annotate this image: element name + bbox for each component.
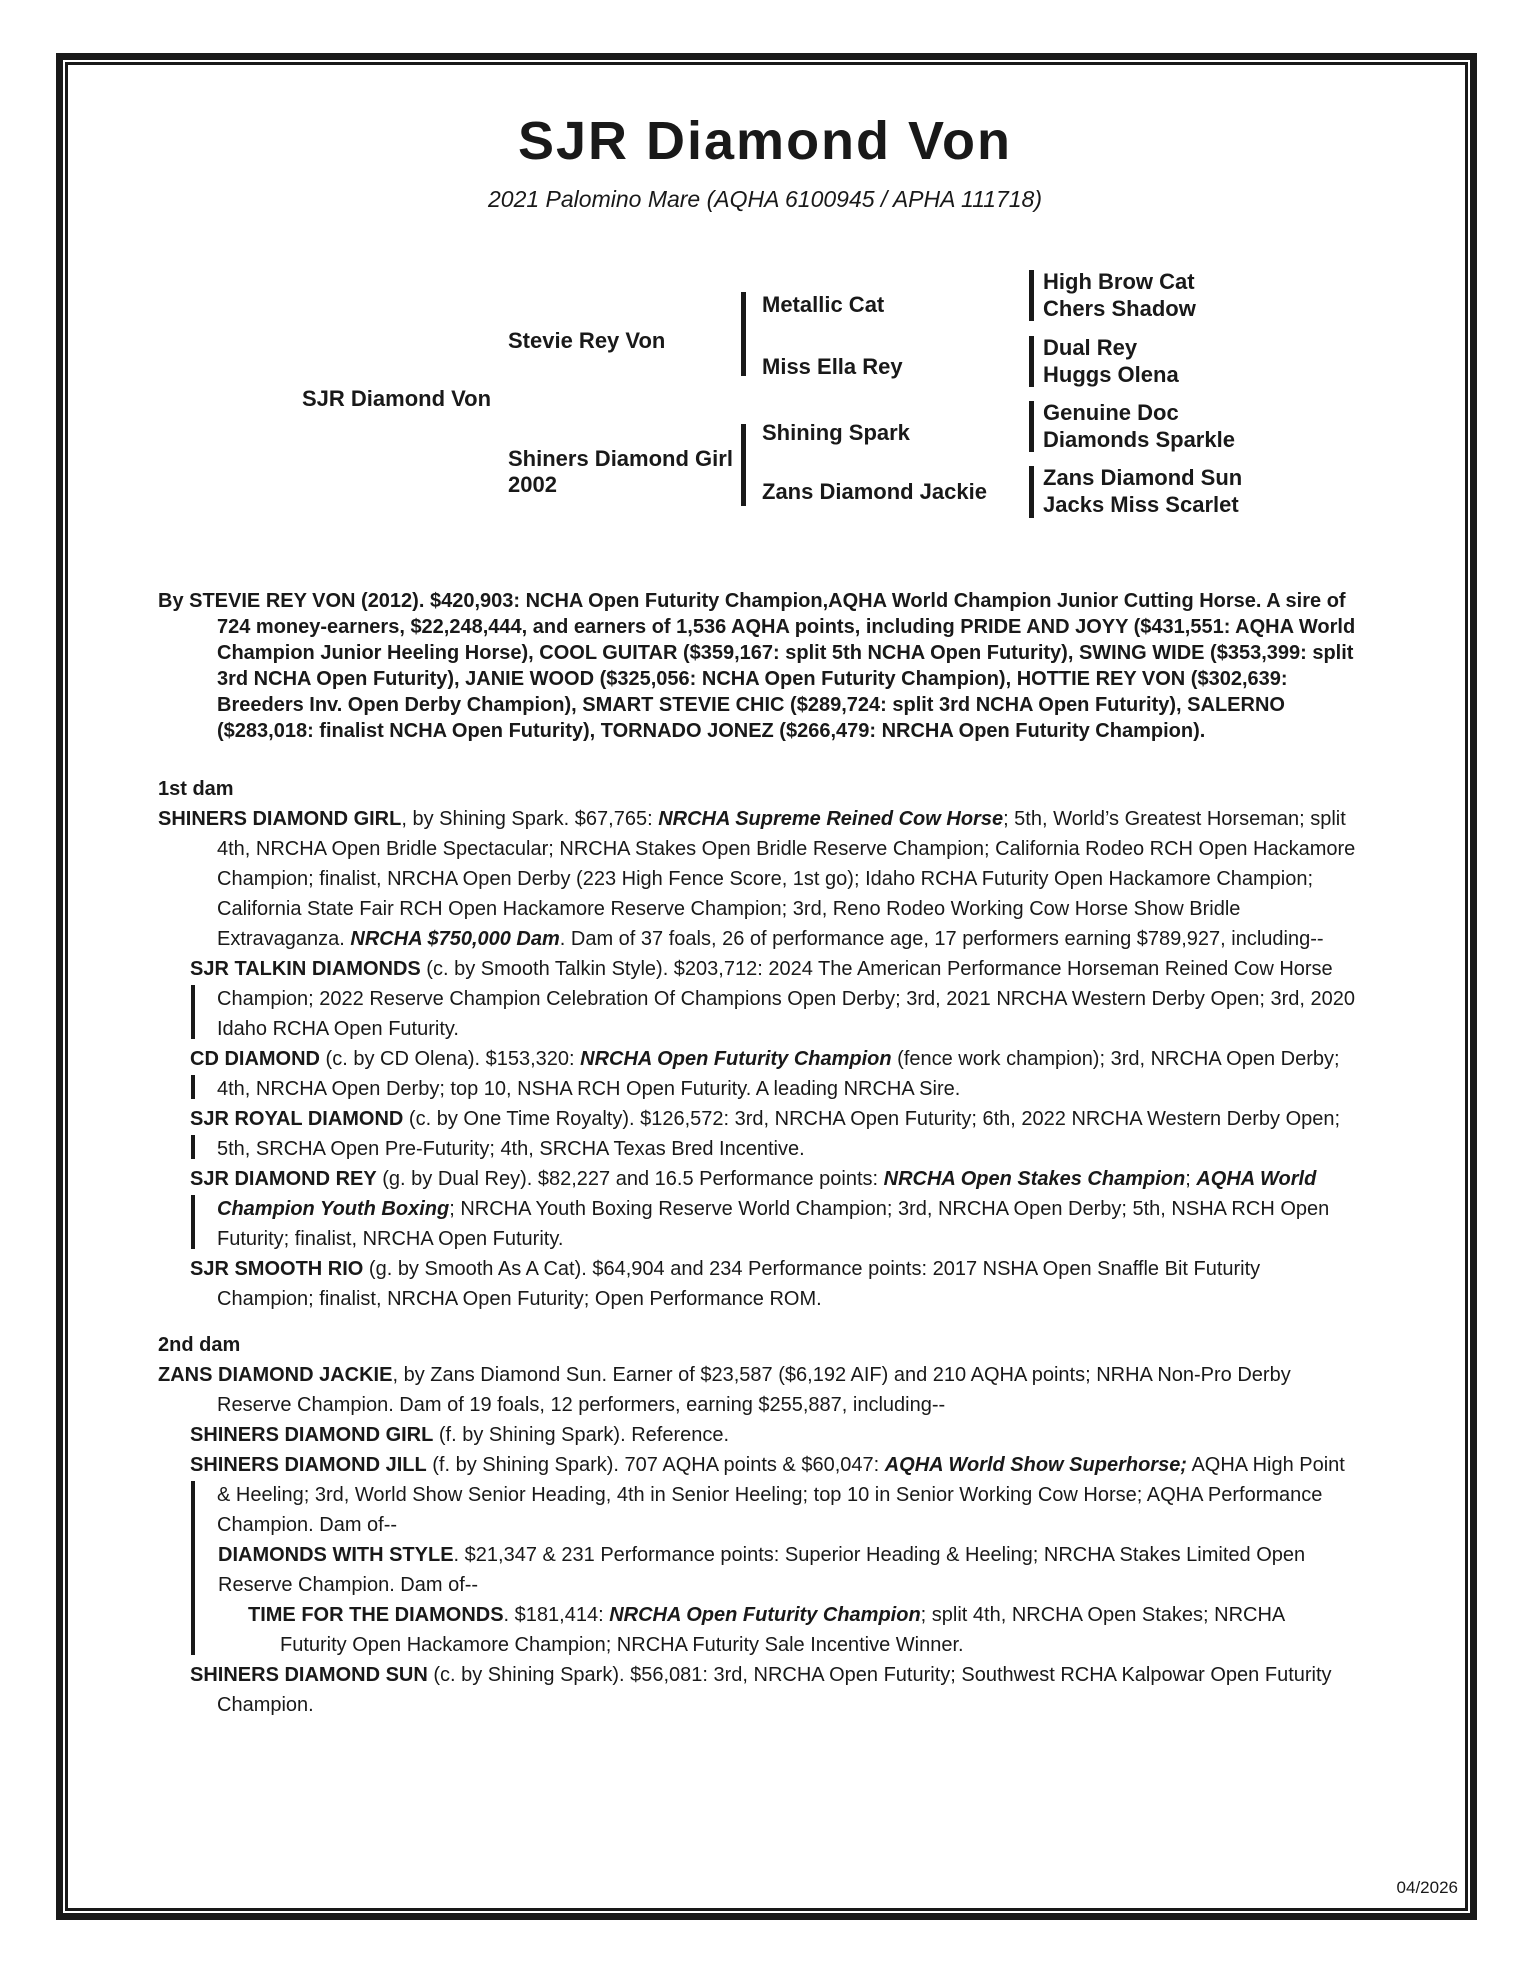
pedigree-subject: SJR Diamond Von	[302, 386, 492, 411]
pedigree-dam-name: Shiners Diamond Girl	[508, 446, 733, 471]
text-run: NRCHA $750,000 Dam	[350, 928, 560, 950]
text-run: . Dam of 37 foals, 26 of performance age, 17 performers earning $789,927, including--	[559, 928, 1324, 950]
pedigree-gen3-dam-sire: Shining Spark	[762, 420, 910, 445]
text-run: By STEVIE REY VON (2012). $420,903: NCHA Open Futurity Champion,AQHA World Champion Junior Cutting Horse. A sire of 724 money-earners, $22,248,444, and earners of 1,536 AQHA points, including PRIDE AND JOYY ($431,551: AQHA World Champion Junior Heeling Horse), COOL GUITAR ($359,167: split 5th NCHA Open Futurity), SWING WIDE ($353,399: split 3rd NCHA Open Futurity), JANIE WOOD ($325,056: NCHA Open Futurity Champion), HOTTIE REY VON ($302,639: Breeders Inv. Open Derby Champion), SMART STEVIE CHIC ($289,724: split 3rd NCHA Open Futurity), SALERNO ($283,018: finalist NCHA Open Futurity), TORNADO JONEZ ($266,479: NRCHA Open Futurity Champion).	[158, 590, 1356, 742]
text-run: SJR ROYAL DIAMOND	[190, 1108, 404, 1130]
pedigree-entry-text	[158, 1360, 1356, 1420]
pedigree-entry-text	[158, 1044, 1356, 1104]
text-run: AQHA World Show Superhorse;	[884, 1454, 1187, 1476]
pedigree-entry	[158, 1420, 1356, 1450]
text-run: (g. by Dual Rey). $82,227 and 16.5 Performance points:	[376, 1168, 884, 1190]
text-run: SHINERS DIAMOND JILL	[190, 1454, 427, 1476]
pedigree-entry	[158, 1164, 1356, 1254]
text-run: . $21,347 & 231 Performance points: Superior Heading & Heeling; NRCHA Stakes Limited Open Reserve Champion. Dam of--	[218, 1544, 1306, 1596]
text-run: ; NRCHA Youth Boxing Reserve World Champion; 3rd, NRCHA Open Derby; 5th, NSHA RCH Open Futurity; finalist, NRCHA Open Futurity.	[217, 1198, 1330, 1250]
dam-sections	[158, 774, 1356, 1720]
text-run: (c. by Smooth Talkin Style). $203,712: 2024 The American Performance Horseman Reined Cow Horse Champion; 2022 Reserve Champion Celebration Of Champions Open Derby; 3rd, 2021 NRCHA Western Derby Open; 3rd, 2020 Idaho RCHA Open Futurity.	[217, 958, 1355, 1040]
text-run: ZANS DIAMOND JACKIE	[158, 1364, 393, 1386]
text-run: , by Shining Spark. $67,765:	[401, 808, 659, 830]
footer-date: 04/2026	[1396, 1878, 1458, 1897]
text-run: (c. by One Time Royalty). $126,572: 3rd, NRCHA Open Futurity; 6th, 2022 NRCHA Western Derby Open; 5th, SRCHA Open Pre-Futurity; 4th, SRCHA Texas Bred Incentive.	[217, 1108, 1341, 1160]
pedigree-gen4-name: Chers Shadow	[1043, 296, 1196, 321]
pedigree-connector	[741, 424, 746, 506]
pedigree-entry-text	[158, 1660, 1356, 1720]
text-run: ;	[1185, 1168, 1197, 1190]
pedigree-entry-text	[158, 1104, 1356, 1164]
pedigree-gen4-name: Genuine Doc	[1043, 400, 1179, 425]
text-run: SHINERS DIAMOND GIRL	[158, 808, 402, 830]
text-run: SHINERS DIAMOND SUN	[190, 1664, 428, 1686]
page-title: SJR Diamond Von	[517, 111, 1013, 171]
pedigree-dam-year: 2002	[508, 472, 557, 497]
pedigree-gen3-sire-dam: Miss Ella Rey	[762, 354, 903, 379]
text-run: , by Zans Diamond Sun. Earner of $23,587 ($6,192 AIF) and 210 AQHA points; NRHA Non-Pro Derby Reserve Champion. Dam of 19 foals, 12 performers, earning $255,887, including--	[217, 1364, 1291, 1416]
pedigree-dam	[508, 446, 733, 498]
pedigree-entry	[158, 1104, 1356, 1164]
text-run: NRCHA Open Stakes Champion	[883, 1168, 1186, 1190]
pedigree-entry-text	[158, 954, 1356, 1044]
pedigree-gen4-name: Zans Diamond Sun	[1043, 465, 1243, 490]
pedigree-connector	[1029, 270, 1034, 321]
pedigree-entry-text	[158, 1420, 1356, 1450]
pedigree-entry-text	[158, 1254, 1356, 1314]
pedigree-gen3-dam-dam: Zans Diamond Jackie	[762, 479, 987, 504]
text-run: ; split 4th, NRCHA Open Stakes; NRCHA Futurity Open Hackamore Champion; NRCHA Futurity Sale Incentive Winner.	[280, 1604, 1285, 1656]
pedigree-connector	[741, 292, 746, 376]
dam-section-heading: 2nd dam	[158, 1334, 241, 1356]
text-run: (g. by Smooth As A Cat). $64,904 and 234 Performance points: 2017 NSHA Open Snaffle Bit Futurity Champion; finalist, NRCHA Open Futurity; Open Performance ROM.	[217, 1258, 1261, 1310]
text-run: SJR TALKIN DIAMONDS	[190, 958, 421, 980]
text-run: NRCHA Open Futurity Champion	[609, 1604, 921, 1626]
pedigree-entry-text	[158, 1600, 1356, 1660]
text-run: NRCHA Supreme Reined Cow Horse	[658, 808, 1004, 830]
pedigree-gen3-sire-sire: Metallic Cat	[762, 292, 885, 317]
pedigree-gen4-pair-3	[1043, 399, 1235, 453]
pedigree-gen4-pair-4	[1043, 464, 1242, 518]
page-subtitle: 2021 Palomino Mare (AQHA 6100945 / APHA 111718)	[487, 186, 1043, 212]
pedigree-entry	[158, 1044, 1356, 1104]
dam-section-heading: 1st dam	[158, 778, 234, 800]
text-run: SJR SMOOTH RIO	[190, 1258, 364, 1280]
pedigree-entry	[158, 804, 1356, 954]
text-run: TIME FOR THE DIAMONDS	[248, 1604, 504, 1626]
text-run: SJR DIAMOND REY	[190, 1168, 377, 1190]
text-run: (fence work champion); 3rd, NRCHA Open Derby; 4th, NRCHA Open Derby; top 10, NSHA RCH Open Futurity. A leading NRCHA Sire.	[217, 1048, 1340, 1100]
text-run: (c. by CD Olena). $153,320:	[320, 1048, 581, 1070]
pedigree-gen4-pair-2	[1043, 334, 1179, 388]
pedigree-entry	[158, 1660, 1356, 1720]
pedigree-entry	[158, 1254, 1356, 1314]
pedigree-entry	[158, 1450, 1356, 1660]
text-run: NRCHA Open Futurity Champion	[580, 1048, 892, 1070]
pedigree-connector	[1029, 401, 1034, 452]
pedigree-entry-text	[158, 1164, 1356, 1254]
text-run: CD DIAMOND	[190, 1048, 320, 1070]
text-run: . $181,414:	[503, 1604, 610, 1626]
pedigree-entry	[158, 954, 1356, 1044]
text-run: ; 5th, World’s Greatest Horseman; split 4th, NRCHA Open Bridle Spectacular; NRCHA Stakes Open Bridle Reserve Champion; California Rodeo RCH Open Hackamore Champion; finalist, NRCHA Open Derby (223 High Fence Score, 1st go); Idaho RCHA Futurity Open Hackamore Champion; California State Fair RCH Open Hackamore Reserve Champion; 3rd, Reno Rodeo Working Cow Horse Show Bridle Extravaganza.	[217, 808, 1356, 950]
pedigree-gen4-name: Huggs Olena	[1043, 362, 1179, 387]
pedigree-connector	[1029, 466, 1034, 518]
pedigree-text-body	[158, 588, 1356, 1720]
text-run: AQHA High Point & Heeling; 3rd, World Show Senior Heading, 4th in Senior Heeling; top 10 in Senior Working Cow Horse; AQHA Performance Champion. Dam of--	[217, 1454, 1345, 1536]
text-run: (f. by Shining Spark). 707 AQHA points & $60,047:	[426, 1454, 885, 1476]
pedigree-entry-text	[158, 1540, 1356, 1600]
sire-record-paragraph	[158, 588, 1356, 744]
pedigree-sire: Stevie Rey Von	[508, 328, 666, 353]
pedigree-entry	[158, 1360, 1356, 1420]
pedigree-entry-text	[158, 1450, 1356, 1540]
text-run: AQHA World Champion Youth Boxing	[217, 1168, 1317, 1220]
text-run: SHINERS DIAMOND GIRL	[190, 1424, 434, 1446]
pedigree-gen4-name: Dual Rey	[1043, 335, 1138, 360]
text-run: (c. by Shining Spark). $56,081: 3rd, NRCHA Open Futurity; Southwest RCHA Kalpowar Open Futurity Champion.	[217, 1664, 1332, 1716]
pedigree-entry	[158, 1600, 1356, 1660]
text-run: DIAMONDS WITH STYLE	[218, 1544, 454, 1566]
pedigree-gen4-name: High Brow Cat	[1043, 269, 1195, 294]
pedigree-connector	[1029, 336, 1034, 387]
pedigree-gen4-name: Jacks Miss Scarlet	[1043, 492, 1239, 517]
pedigree-entry-text	[158, 804, 1356, 954]
text-run: (f. by Shining Spark). Reference.	[433, 1424, 730, 1446]
pedigree-gen4-name: Diamonds Sparkle	[1043, 427, 1235, 452]
pedigree-entry	[158, 1540, 1356, 1660]
pedigree-gen4-pair-1	[1043, 268, 1196, 322]
